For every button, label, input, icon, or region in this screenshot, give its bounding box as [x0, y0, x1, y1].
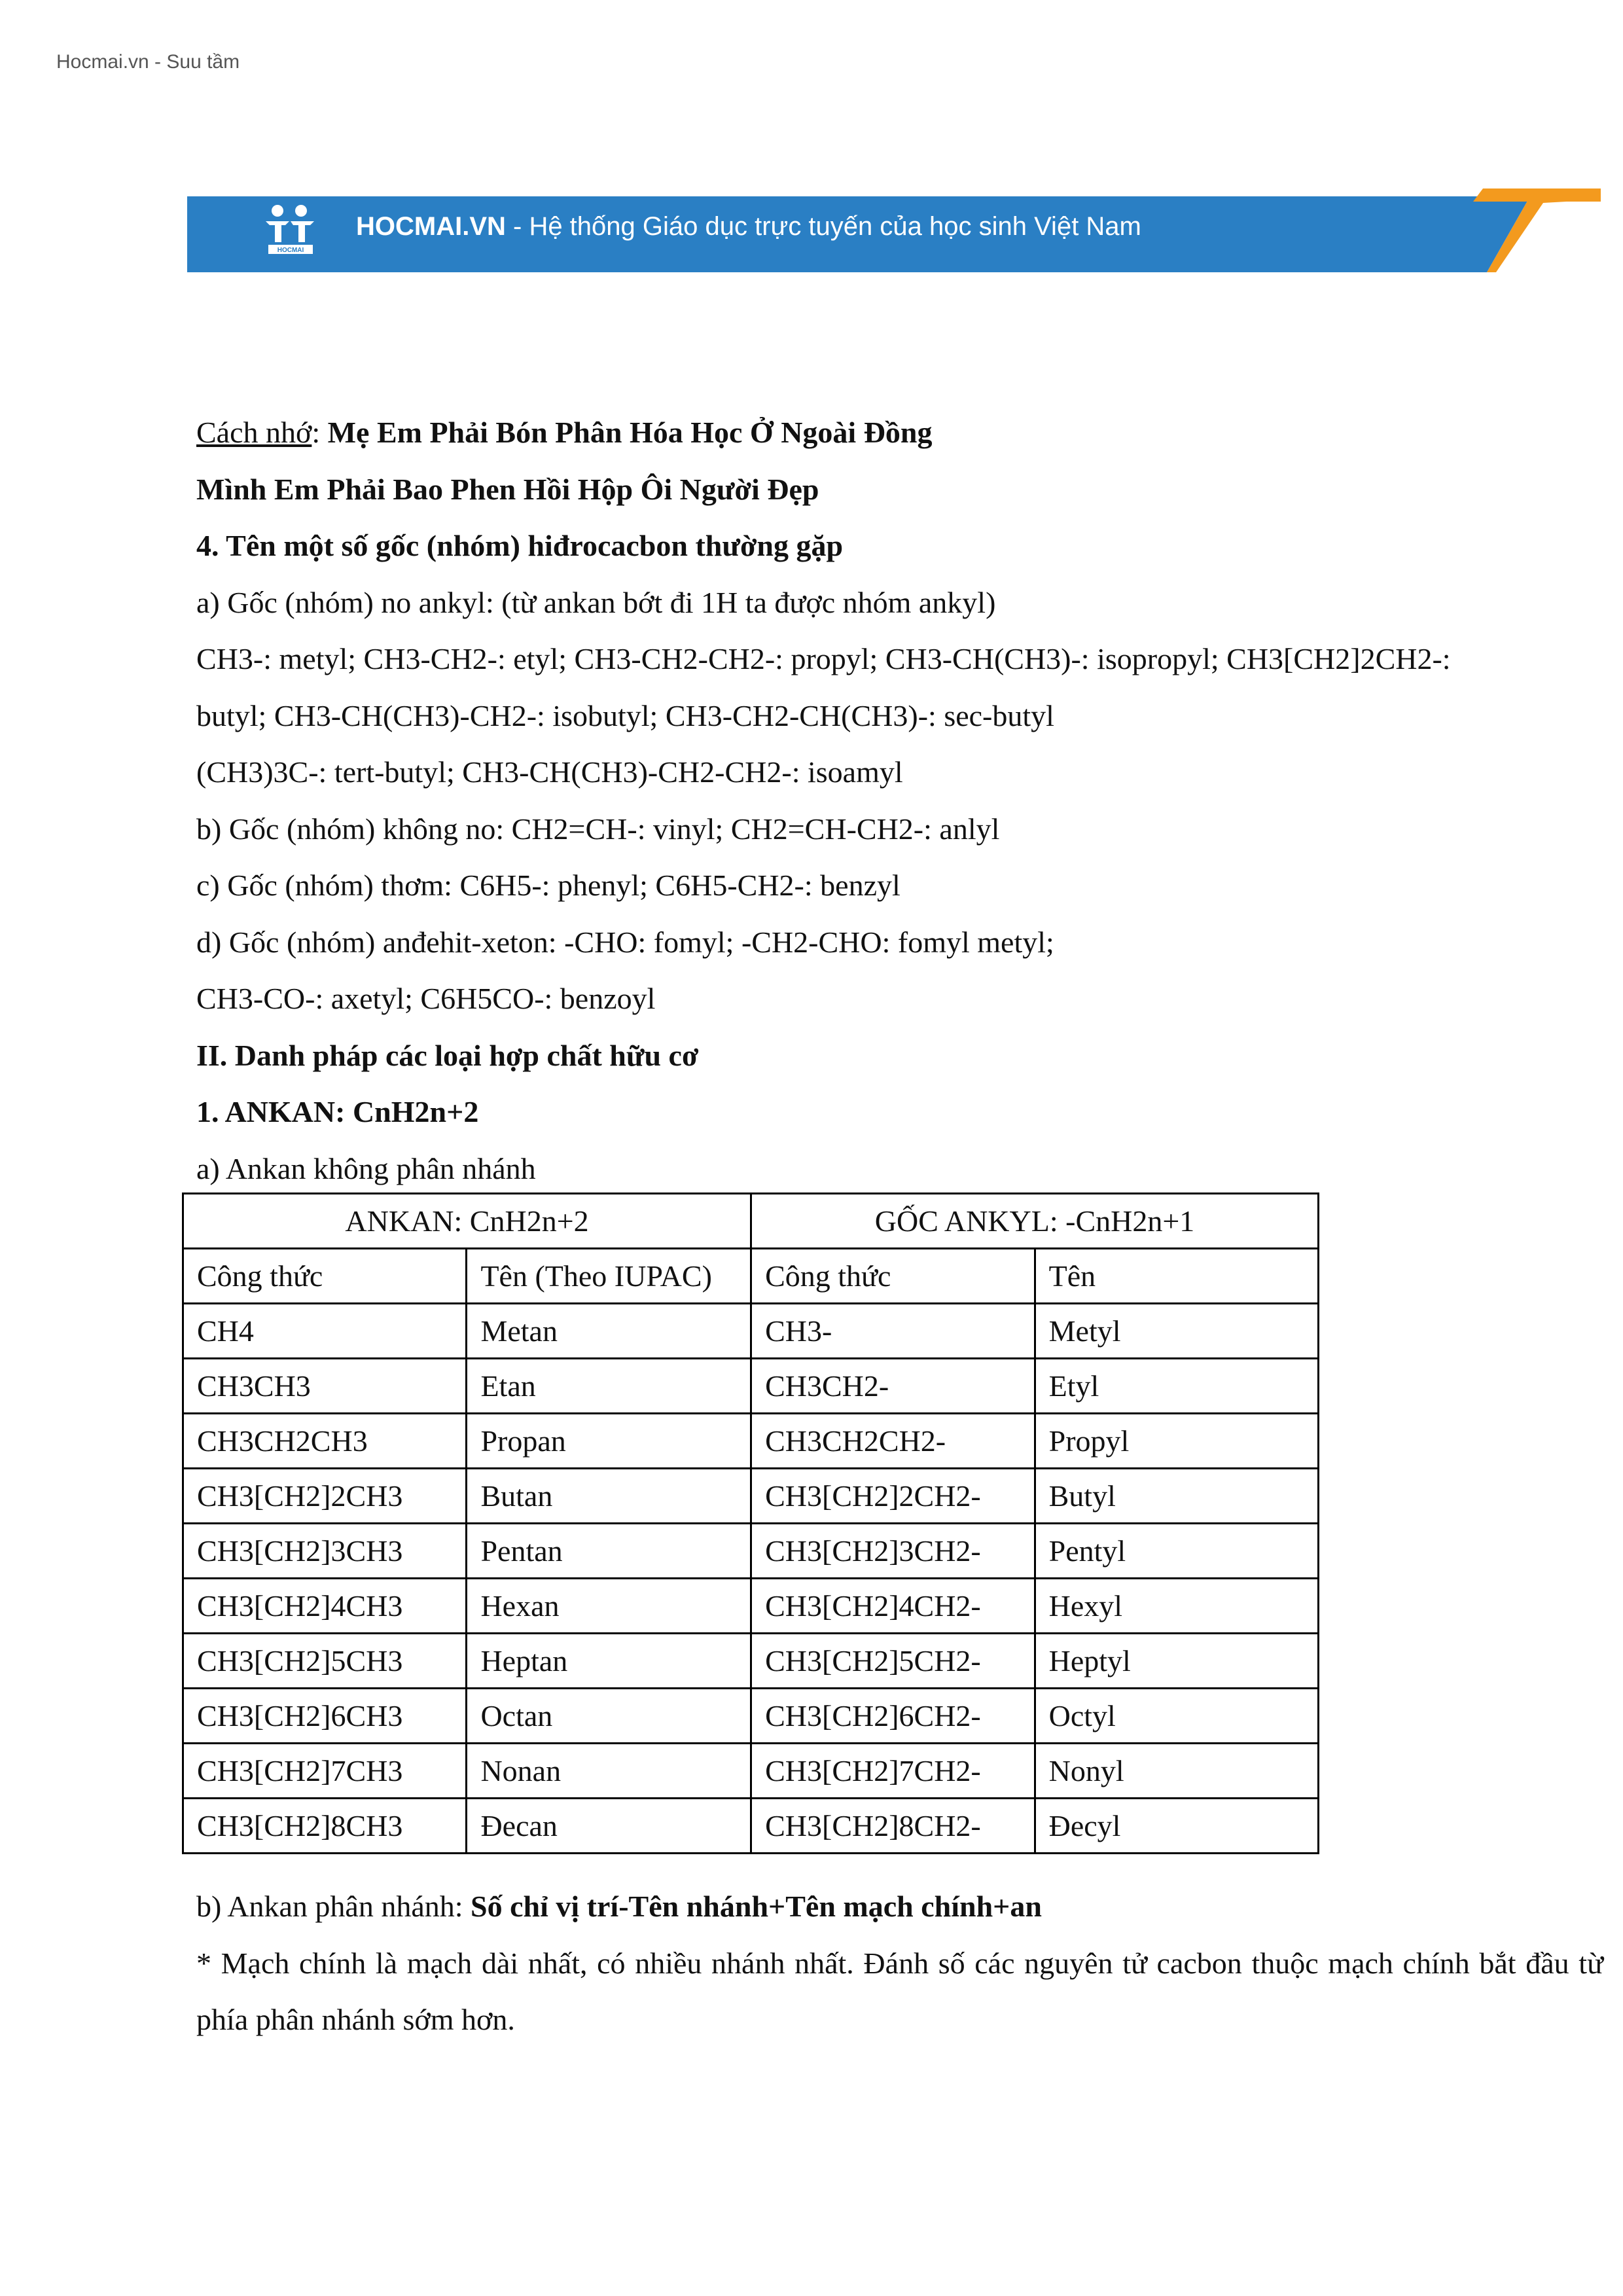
memo-label: Cách nhớ [196, 416, 312, 449]
table-cell: Nonyl [1035, 1744, 1318, 1799]
alkane-table [182, 1193, 1319, 1854]
table-cell: Propyl [1035, 1414, 1318, 1469]
table-cell: CH3[CH2]2CH3 [183, 1469, 467, 1524]
memo-text-1: Mẹ Em Phải Bón Phân Hóa Học Ở Ngoài Đồng [327, 416, 933, 449]
column-header: Công thức [751, 1249, 1035, 1304]
alkyl-list-3: (CH3)3C-: tert-butyl; CH3-CH(CH3)-CH2-CH2-: isoamyl [196, 755, 903, 789]
aldehyde-groups-2: CH3-CO-: axetyl; C6H5CO-: benzoyl [196, 982, 656, 1015]
table-cell: Heptan [467, 1634, 751, 1689]
naming-rule: Số chỉ vị trí-Tên nhánh+Tên mạch chính+an [471, 1890, 1042, 1923]
group-header-alkyl: GỐC ANKYL: -CnH2n+1 [751, 1194, 1319, 1249]
memo-colon: : [312, 416, 328, 449]
section-heading-4: 4. Tên một số gốc (nhóm) hiđrocacbon thường gặp [196, 529, 844, 562]
banner-tagline: - Hệ thống Giáo dục trực tuyến của học sinh Việt Nam [505, 212, 1141, 241]
table-cell: CH3[CH2]6CH3 [183, 1689, 467, 1744]
table-cell: CH3[CH2]8CH3 [183, 1799, 467, 1854]
table-cell: Nonan [467, 1744, 751, 1799]
table-row [183, 1799, 1319, 1854]
unsaturated-groups: b) Gốc (nhóm) không no: CH2=CH-: vinyl; CH2=CH-CH2-: anlyl [196, 812, 1000, 846]
table-cell: CH3[CH2]7CH3 [183, 1744, 467, 1799]
table-cell: CH3CH2CH2- [751, 1414, 1035, 1469]
section-heading-1: 1. ANKAN: CnH2n+2 [196, 1095, 479, 1128]
table-cell: Hexan [467, 1579, 751, 1634]
table-cell: CH3[CH2]3CH3 [183, 1524, 467, 1579]
source-watermark: Hocmai.vn - Suu tầm [56, 51, 240, 73]
table-cell: CH3[CH2]4CH3 [183, 1579, 467, 1634]
table-cell: CH3[CH2]4CH2- [751, 1579, 1035, 1634]
table-row [183, 1304, 1319, 1359]
banner-brand: HOCMAI.VN [356, 212, 506, 241]
table-row [183, 1469, 1319, 1524]
hocmai-banner [187, 188, 1601, 272]
aromatic-groups: c) Gốc (nhóm) thơm: C6H5-: phenyl; C6H5-CH2-: benzyl [196, 869, 901, 902]
table-cell: Đecyl [1035, 1799, 1318, 1854]
table-cell: Octan [467, 1689, 751, 1744]
document-body [196, 404, 1603, 1197]
table-cell: Hexyl [1035, 1579, 1318, 1634]
column-header: Công thức [183, 1249, 467, 1304]
table-cell: Butan [467, 1469, 751, 1524]
table-cell: CH3[CH2]3CH2- [751, 1524, 1035, 1579]
table-column-header-row [183, 1249, 1319, 1304]
table-cell: CH3[CH2]7CH2- [751, 1744, 1035, 1799]
table-cell: CH3[CH2]5CH3 [183, 1634, 467, 1689]
table-cell: Pentan [467, 1524, 751, 1579]
table-row [183, 1414, 1319, 1469]
table-cell: CH3[CH2]5CH2- [751, 1634, 1035, 1689]
table-row [183, 1524, 1319, 1579]
table-cell: CH3CH3 [183, 1359, 467, 1414]
table-group-header-row [183, 1194, 1319, 1249]
table-cell: Metyl [1035, 1304, 1318, 1359]
column-header: Tên (Theo IUPAC) [467, 1249, 751, 1304]
main-chain-note: * Mạch chính là mạch dài nhất, có nhiều nhánh nhất. Đánh số các nguyên tử cacbon thuộc mạch chính bắt đầu từ phía phân nhánh sớm hơn. [196, 1946, 1603, 2036]
table-row [183, 1744, 1319, 1799]
memo-line-1 [196, 404, 1603, 461]
alkyl-list-1: CH3-: metyl; CH3-CH2-: etyl; CH3-CH2-CH2-: propyl; CH3-CH(CH3)-: isopropyl; CH3[CH2]2CH2-: [196, 642, 1451, 675]
table-cell: Butyl [1035, 1469, 1318, 1524]
banner-title [356, 212, 1141, 242]
subsection-a: a) Ankan không phân nhánh [196, 1151, 536, 1185]
branched-prefix: b) Ankan phân nhánh: [196, 1890, 471, 1923]
table-cell: Metan [467, 1304, 751, 1359]
document-body-continued [196, 1878, 1603, 2049]
table-row [183, 1359, 1319, 1414]
group-header-alkane: ANKAN: CnH2n+2 [183, 1194, 751, 1249]
table-cell: CH3[CH2]8CH2- [751, 1799, 1035, 1854]
table-cell: Pentyl [1035, 1524, 1318, 1579]
table-row [183, 1579, 1319, 1634]
table-cell: CH3CH2CH3 [183, 1414, 467, 1469]
hocmai-logo [259, 202, 325, 260]
table-cell: Octyl [1035, 1689, 1318, 1744]
column-header: Tên [1035, 1249, 1318, 1304]
table-cell: CH3CH2- [751, 1359, 1035, 1414]
table-cell: Etyl [1035, 1359, 1318, 1414]
svg-text:HOCMAI: HOCMAI [277, 247, 304, 254]
table-cell: CH3- [751, 1304, 1035, 1359]
alkyl-list-2: butyl; CH3-CH(CH3)-CH2-: isobutyl; CH3-CH2-CH(CH3)-: sec-butyl [196, 698, 1054, 732]
table-cell: Đecan [467, 1799, 751, 1854]
table-cell: Etan [467, 1359, 751, 1414]
table-cell: CH3[CH2]6CH2- [751, 1689, 1035, 1744]
alkyl-intro: a) Gốc (nhóm) no ankyl: (từ ankan bớt đi 1H ta được nhóm ankyl) [196, 585, 996, 619]
branched-alkane-rule [196, 1878, 1603, 1935]
section-heading-II: II. Danh pháp các loại hợp chất hữu cơ [196, 1038, 699, 1072]
table-row [183, 1634, 1319, 1689]
table-cell: Heptyl [1035, 1634, 1318, 1689]
table-cell: CH4 [183, 1304, 467, 1359]
aldehyde-groups-1: d) Gốc (nhóm) anđehit-xeton: -CHO: fomyl; -CH2-CHO: fomyl metyl; [196, 925, 1054, 959]
table-cell: Propan [467, 1414, 751, 1469]
memo-line-2: Mình Em Phải Bao Phen Hồi Hộp Ôi Người Đẹp [196, 472, 819, 506]
table-row [183, 1689, 1319, 1744]
table-cell: CH3[CH2]2CH2- [751, 1469, 1035, 1524]
